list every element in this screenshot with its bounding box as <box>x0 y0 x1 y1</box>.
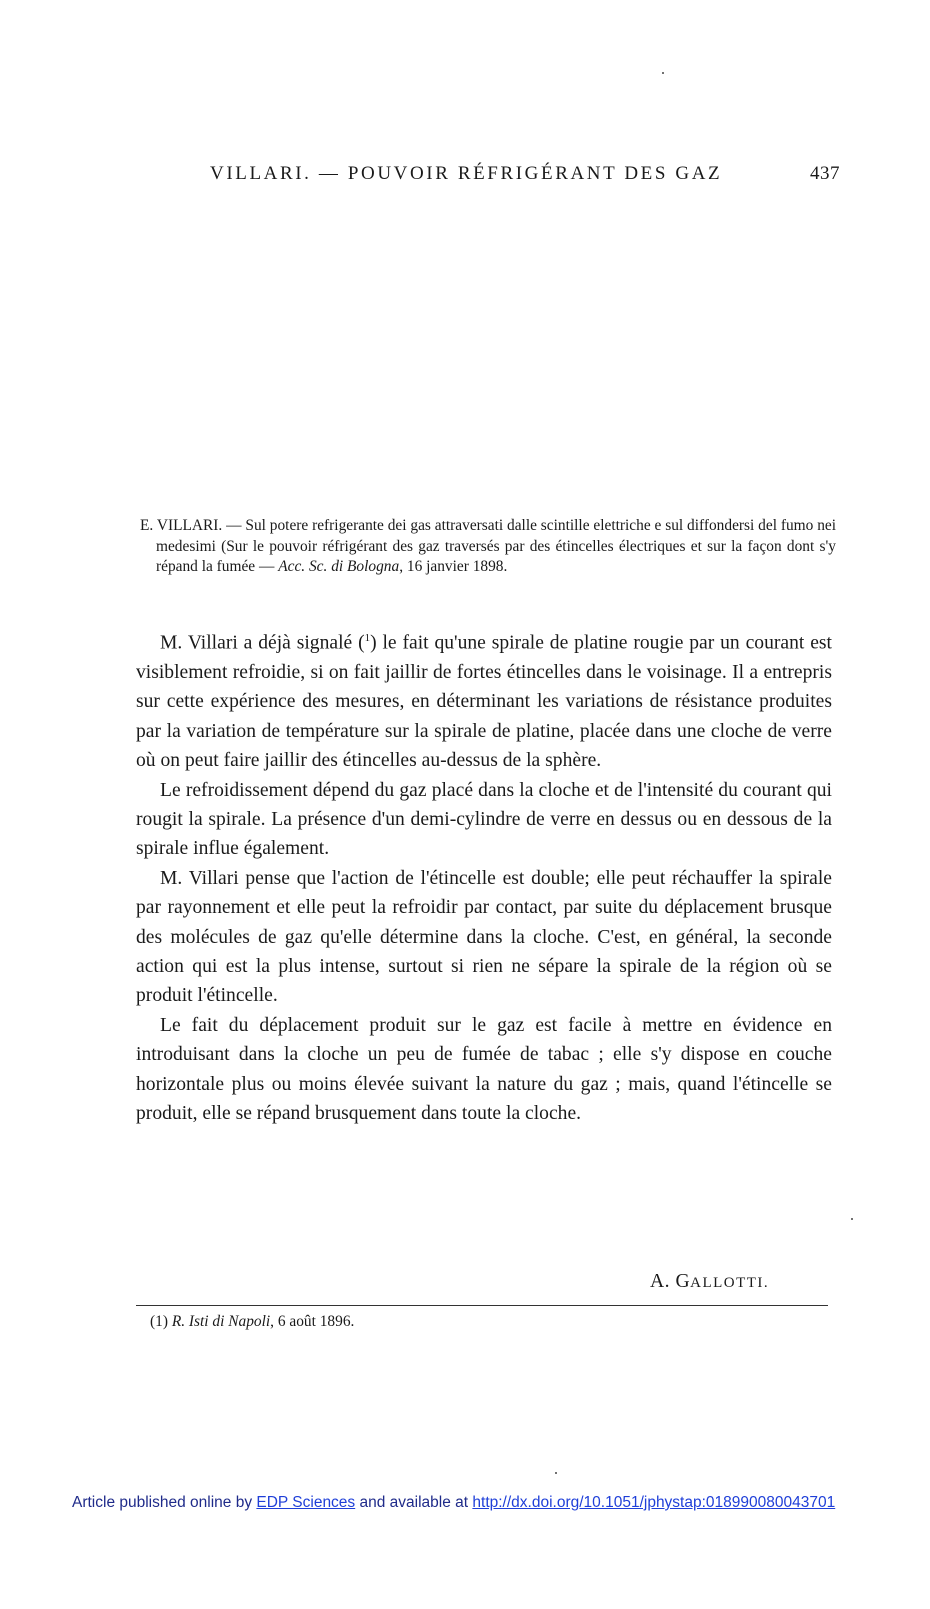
abstract-block <box>140 516 836 578</box>
signature-surname: ALLOTTI. <box>690 1275 770 1291</box>
abstract-text: — Sul potere refrigerante dei gas attraversati dalle scintille elettriche e sul diffondersi del fumo nei medesimi (Sur le pouvoir réfrigérant des gaz traversés par des étincelles électriques et sur la façon dont s'y répand la fumée — <box>156 517 836 575</box>
abstract-paragraph <box>140 516 836 578</box>
running-title: VILLARI. — POUVOIR RÉFRIGÉRANT DES GAZ <box>210 163 723 184</box>
footnote-journal: R. Isti di Napoli <box>171 1313 271 1330</box>
paragraph-text: M. Villari a déjà signalé ( <box>160 632 365 654</box>
paragraph-text: ) le fait qu'une spirale de platine rougie par un courant est visiblement refroidie, si on fait jaillir de fortes étincelles dans le voisinage. Il a entrepris sur cette expérience des mesures, en déterminant les variations de résistance produites par la variation de température sur la spirale de platine, placée dans une cloche de verre où on peut faire jaillir des étincelles au-dessus de la sphère. <box>136 632 832 772</box>
abstract-date: , 16 janvier 1898. <box>399 558 508 575</box>
footnote-date: , 6 août 1896. <box>270 1313 355 1330</box>
footnote-marker: (1) <box>150 1313 168 1330</box>
footnote-rule <box>136 1305 828 1306</box>
publisher-prefix: Article published online by <box>72 1494 257 1511</box>
footnote <box>150 1313 354 1331</box>
author-signature <box>650 1271 769 1293</box>
article-body <box>136 624 832 1128</box>
publisher-link[interactable]: EDP Sciences <box>256 1494 356 1511</box>
body-paragraph-2: Le refroidissement dépend du gaz placé dans la cloche et de l'intensité du courant qui rougit la spirale. La présence d'un demi-cylindre de verre en dessus ou en dessous de la spirale influe également. <box>136 779 832 860</box>
signature-initial: A. G <box>650 1271 691 1292</box>
running-head <box>210 163 840 187</box>
footnote-reference[interactable]: 1 <box>364 632 371 644</box>
scan-speck <box>555 1472 557 1474</box>
scan-speck <box>662 72 664 74</box>
publisher-notice <box>72 1494 835 1512</box>
body-paragraph-3: M. Villari pense que l'action de l'étincelle est double; elle peut réchauffer la spirale par rayonnement et elle peut la refroidir par contact, par suite du déplacement brusque des molécules de gaz qu'elle détermine dans la cloche. C'est, en général, la seconde action qui est la plus intense, surtout si rien ne sépare la spirale de la région où se produit l'étincelle. <box>136 867 832 1007</box>
abstract-journal: Acc. Sc. di Bologna <box>278 558 400 575</box>
scan-speck <box>851 1218 853 1220</box>
body-paragraph-1 <box>136 624 832 776</box>
abstract-author: E. VILLARI. <box>140 517 223 534</box>
doi-link[interactable]: http://dx.doi.org/10.1051/jphystap:018990080043701 <box>472 1494 836 1511</box>
page-number: 437 <box>810 163 840 184</box>
publisher-middle: and available at <box>355 1494 473 1511</box>
body-paragraph-4: Le fait du déplacement produit sur le gaz est facile à mettre en évidence en introduisant dans la cloche un peu de fumée de tabac ; elle s'y dispose en couche horizontale plus ou moins élevée suivant la nature du gaz ; mais, quand l'étincelle se produit, elle se répand brusquement dans toute la cloche. <box>136 1014 832 1125</box>
